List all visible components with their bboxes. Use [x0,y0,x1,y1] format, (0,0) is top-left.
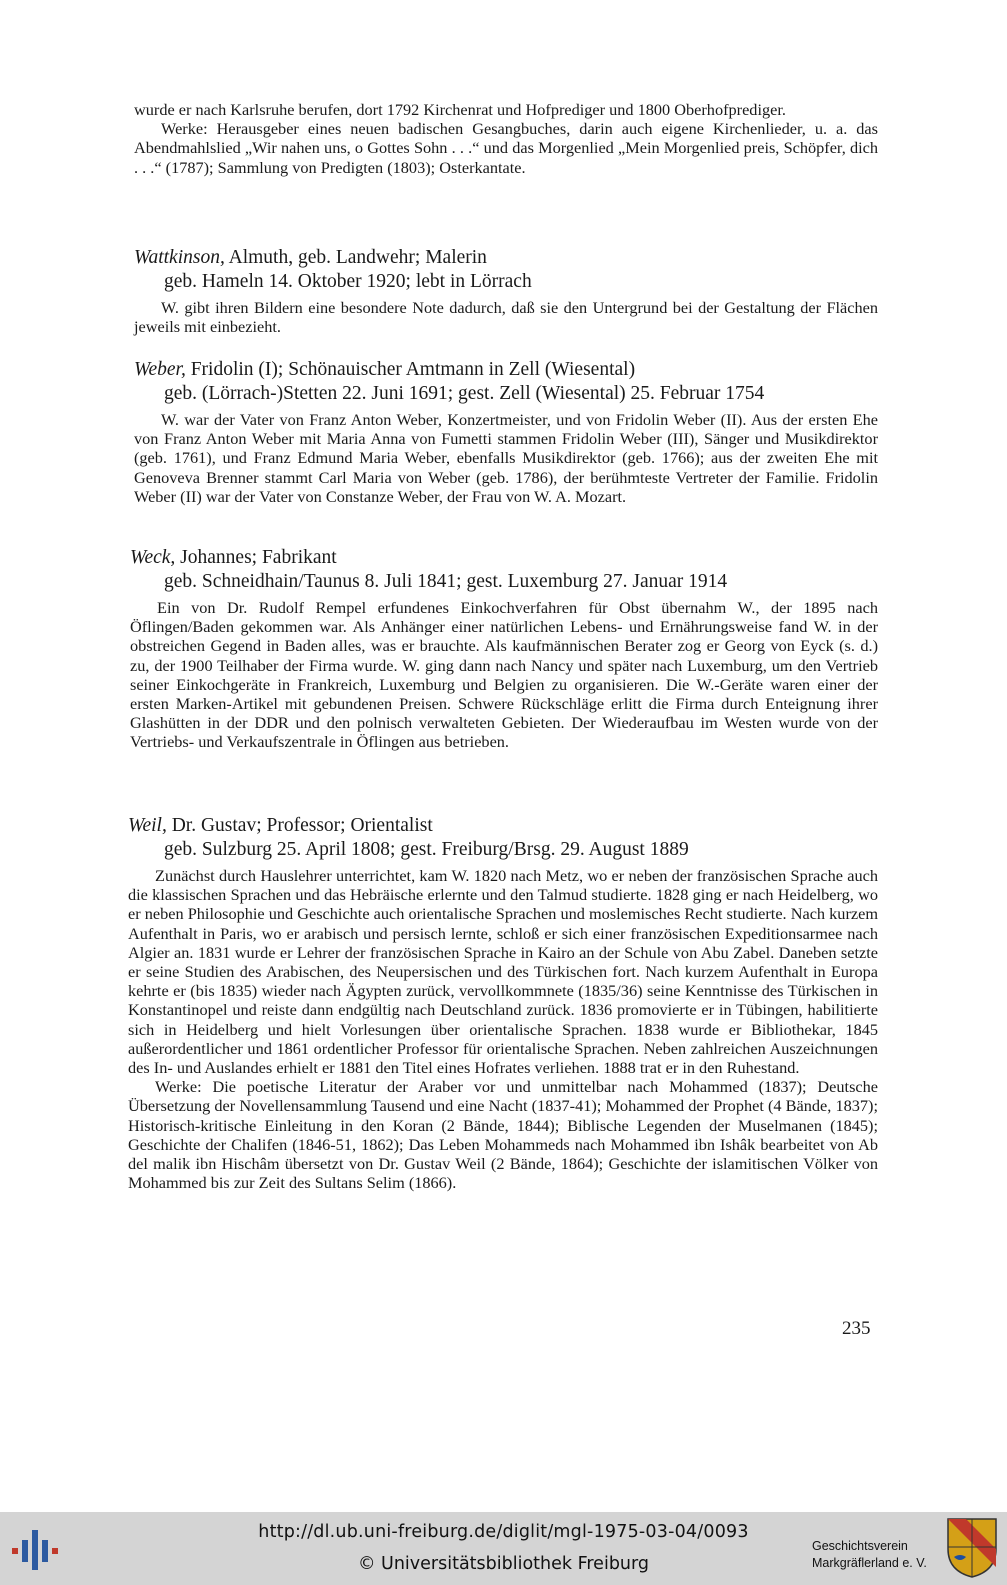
paragraph: Ein von Dr. Rudolf Rempel erfundenes Einkochverfahren für Obst übernahm W., der 1895 nach Öflingen/Baden gekommen war. Als Anhänger einer natürlichen Lebens- und Ernährungsweise fand W. in der obstreichen Gegend in Baden alles, was er brauchte. Als kaufmännischen Berater zog er Georg von Eyck (s. d.) zu, der 1900 Teilhaber der Firma wurde. W. ging dann nach Nancy und später nach Luxemburg, um den Vertrieb seiner Einkochgeräte in Frankreich, Luxemburg und Belgien zu organisieren. Die W.-Geräte waren einer der ersten Marken-Artikel mit gebundenen Preisen. Schwere Rückschläge erlitt die Firma durch Enteignung ihrer Glashütten in der DDR und den polnisch verwalteten Gebieten. Der Wiederaufbau im Westen wurde von der Vertriebs- und Verkaufszentrale in Öflingen aus betrieben. [130,598,878,752]
paragraph: Zunächst durch Hauslehrer unterrichtet, kam W. 1820 nach Metz, wo er neben der französischen Sprache auch die klassischen Sprachen und das Hebräische erlernte und den Talmud studierte. 1828 ging er nach Heidelberg, wo er neben Philosophie und Geschichte auch orientalische Sprachen und moslemisches Recht studierte. Nach kurzem Aufenthalt in Paris, wo er arabisch und persisch lernte, schloß er sich einer französischen Expeditionsarmee nach Algier an. 1831 wurde er Lehrer der französischen Sprache in Kairo an der Schule von Abu Zabel. Daneben setzte er seine Studien des Arabischen, des Neupersischen und des Türkischen fort. Nach kurzem Aufenthalt in Europa kehrte er (bis 1835) wieder nach Ägypten zurück, vervollkommnete (1835/36) seine Kenntnisse des Türkischen in Konstantinopel und reiste dann endgültig nach Deutschland zurück. 1836 promovierte er in Tübingen, habilitierte sich in Heidelberg und hielt Vorlesungen über orientalische Sprachen. 1838 wurde er Bibliothekar, 1845 außerordentlicher und 1861 ordentlicher Professor für orientalische Sprachen. Neben zahlreichen Auszeichnungen des In- und Auslandes erhielt er 1881 den Titel eines Hofrates verliehen. 1888 trat er in den Ruhestand. [128,866,878,1078]
entry-weck [130,546,878,752]
paragraph: W. gibt ihren Bildern eine besondere Note dadurch, daß sie den Untergrund bei der Gestaltung der Flächen jeweils mit einbezieht. [134,298,878,337]
entry-name: Wattkinson, [134,247,225,268]
society-name [812,1538,927,1572]
page-number: 235 [842,1318,871,1339]
entry-dates: geb. (Lörrach-)Stetten 22. Juni 1691; gest. Zell (Wiesental) 25. Februar 1754 [164,383,765,404]
entry-heading [130,546,878,570]
entry-wattkinson [134,246,878,336]
entry-dates: geb. Hameln 14. Oktober 1920; lebt in Lörrach [164,271,532,292]
entry-heading [128,814,878,838]
entry-heading [134,358,878,382]
entry-title: Dr. Gustav; Professor; Orientalist [166,815,433,836]
entry-title: Almuth, geb. Landwehr; Malerin [224,247,487,268]
paragraph: W. war der Vater von Franz Anton Weber, Konzertmeister, und von Fridolin Weber (II). Aus der ersten Ehe von Franz Anton Weber mit Maria Anna von Fumetti stammen Fridolin Weber (III), Sänger und Musikdirektor (geb. 1761), und Franz Edmund Maria Weber, ebenfalls Musikdirektor (geb. 1766); aus der zweiten Ehe mit Genoveva Brenner stammt Carl Maria von Weber (geb. 1786), der berühmteste Vertreter der Familie. Fridolin Weber (II) war der Vater von Constanze Weber, der Frau von W. A. Mozart. [134,410,878,506]
entry-heading [134,246,878,270]
entry-weber [134,358,878,506]
entry-title: Fridolin (I); Schönauischer Amtmann in Zell (Wiesental) [185,359,636,380]
entry-dates: geb. Schneidhain/Taunus 8. Juli 1841; gest. Luxemburg 27. Januar 1914 [164,571,728,592]
entry-weil [128,814,878,1193]
paragraph: wurde er nach Karlsruhe berufen, dort 1792 Kirchenrat und Hofprediger und 1800 Oberhofprediger. [134,100,786,119]
society-line-1: Geschichtsverein [812,1539,908,1553]
paragraph-works: Werke: Herausgeber eines neuen badischen Gesangbuches, darin auch eigene Kirchenlieder, u. a. das Abendmahlslied „Wir nahen uns, o Gottes Sohn . . .“ und das Morgenlied „Mein Morgenlied preis, Schöpfer, dich . . .“ (1787); Sammlung von Predigten (1803); Osterkantate. [134,119,878,177]
permalink-url[interactable]: http://dl.ub.uni-freiburg.de/diglit/mgl-1975-03-04/0093 [258,1522,749,1542]
entry-name: Weber, [134,359,186,380]
entry-dates: geb. Sulzburg 25. April 1808; gest. Freiburg/Brsg. 29. August 1889 [164,839,689,860]
copyright-text: © Universitätsbibliothek Freiburg [357,1554,650,1574]
society-line-2: Markgräflerland e. V. [812,1556,927,1570]
entry-title: Johannes; Fabrikant [175,547,337,568]
coat-of-arms-icon [946,1517,998,1579]
footer-bar [0,1512,1007,1585]
paragraph-works: Werke: Die poetische Literatur der Araber vor und unmittelbar nach Mohammed (1837); Deutsche Übersetzung der Novellensammlung Tausend und eine Nacht (1837-41); Mohammed der Prophet (4 Bände, 1837); Historisch-kritische Einleitung in den Koran (2 Bände, 1844); Biblische Legenden der Muselmanen (1845); Geschichte der Chalifen (1846-51, 1862); Das Leben Mohammeds nach Mohammed ibn Ishâk bearbeitet von Ab del malik ibn Hischâm übersetzt von Dr. Gustav Weil (2 Bände, 1864); Geschichte der islamitischen Völker von Mohammed bis zur Zeit des Sultans Selim (1866). [128,1077,878,1193]
entry-name: Weck, [130,547,176,568]
entry-continuation [134,100,878,177]
entry-name: Weil, [128,815,167,836]
